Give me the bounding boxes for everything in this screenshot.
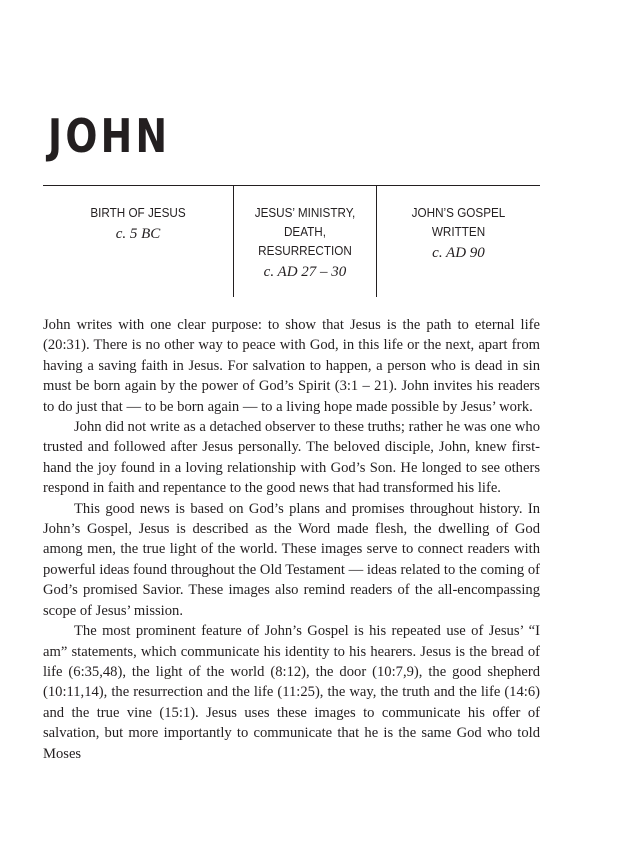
timeline-label: BIRTH OF JESUS [90, 205, 186, 220]
timeline-table [43, 185, 540, 297]
paragraph: John did not write as a detached observer to these truths; rather he was one who trusted and followed after Jesus personally. The beloved disciple, John, knew first-hand the joy found in a loving relationship with God’s Son. He longed to see others respond in faith and repentance to the good news that had transformed his life. [43, 419, 540, 497]
timeline-date: c. 5 BC [115, 226, 161, 242]
paragraph: John writes with one clear purpose: to show that Jesus is the path to eternal life (20:31). There is no other way to peace with God, in this life or the next, apart from having a saving faith in Jesus. For salvation to happen, a person who is dead in sin must be born again by the power of God’s Spirit (3:1 – 21). John invites his readers to do just that — to be born again — to a living hope made possible by Jesus’ work. [43, 317, 540, 415]
timeline-label: JESUS’ MINISTRY, DEATH, RESURRECTION [254, 205, 356, 258]
timeline-date: c. AD 90 [432, 245, 485, 261]
paragraph: This good news is based on God’s plans and promises throughout history. In John’s Gospel, Jesus is described as the Word made flesh, the dwelling of God among men, the true light of the world. These images serve to connect readers with powerful ideas found throughout the Old Testament — ideas related to the coming of God’s promised Savior. These images also remind readers of the all-encompassing scope of Jesus’ mission. [43, 500, 540, 619]
timeline-date: c. AD 27 – 30 [263, 264, 347, 280]
timeline-cell-birth [43, 186, 233, 297]
timeline-cell-gospel-written [377, 186, 540, 297]
paragraph: The most prominent feature of John’s Gospel is his repeated use of Jesus’ “I am” statements, which communicate his identity to his hearers. Jesus is the bread of life (6:35,48), the light of the world (8:12), the door (10:7,9), the good shepherd (10:11,14), the resurrection and the life (11:25), the way, the truth and the life (14:6) and the true vine (15:1). Jesus uses these images to communicate his offer of salvation, but more importantly to communicate that he is the same God who told Moses [43, 623, 540, 762]
page-title: JOHN [48, 109, 171, 163]
timeline-label: JOHN’S GOSPEL WRITTEN [411, 205, 506, 239]
timeline-cell-ministry [233, 186, 377, 297]
body-text [43, 315, 540, 764]
